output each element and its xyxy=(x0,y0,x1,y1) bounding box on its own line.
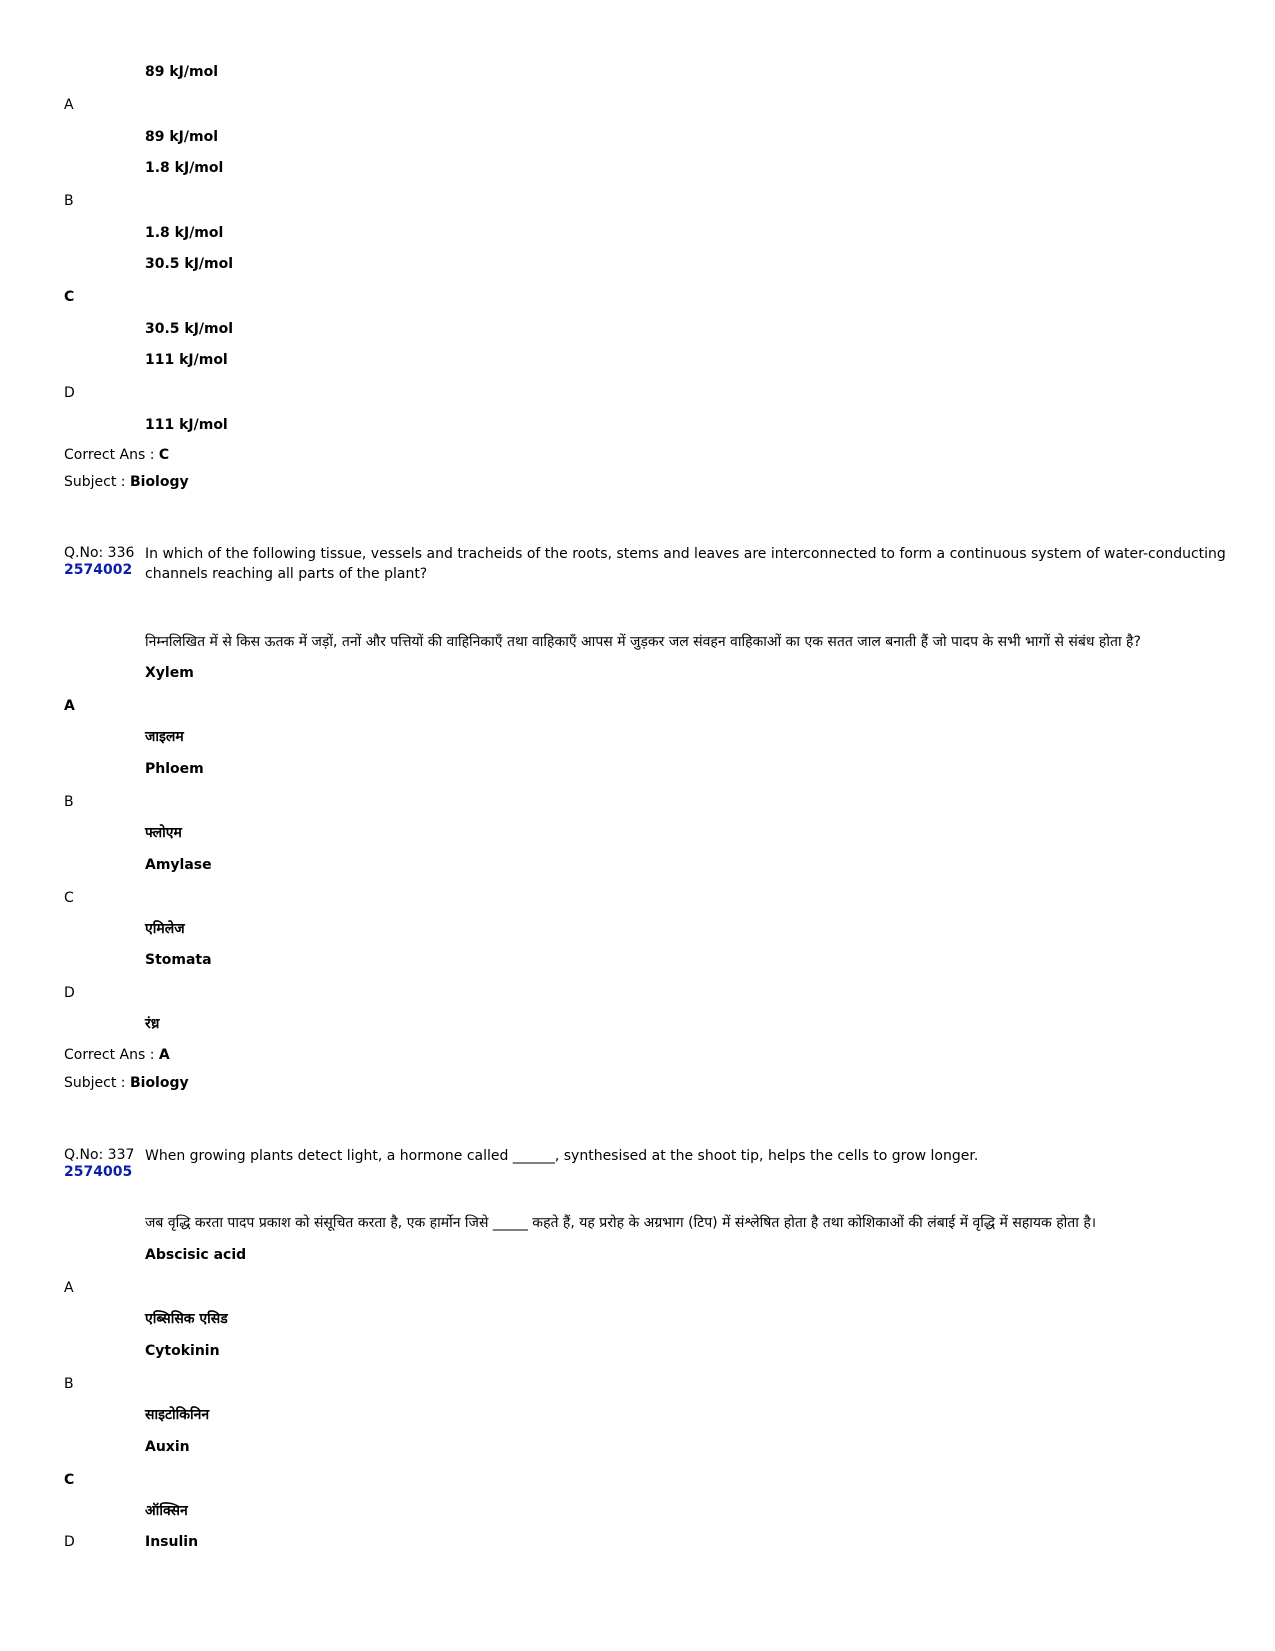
stem-answer: 89 kJ/mol xyxy=(145,64,218,80)
correct-answer xyxy=(64,1046,170,1064)
option-letter-c: C xyxy=(64,1472,75,1488)
option-letter-b: B xyxy=(64,794,74,810)
option-letter-a: A xyxy=(64,97,74,113)
option-d-text: Insulin xyxy=(145,1534,199,1550)
question-text-hi: जब वृद्धि करता पादप प्रकाश को संसूचित करता है, एक हार्मोन जिसे _____ कहते हैं, यह प्ररोह के अग्रभाग (टिप) में संश्लेषित होता है तथा कोशिकाओं की लंबाई में वृद्धि में सहायक होता है। xyxy=(145,1215,1097,1231)
option-d-text: 111 kJ/mol xyxy=(145,417,228,433)
option-c-alt-text: 111 kJ/mol xyxy=(145,352,228,368)
option-d-hindi: रंध्र xyxy=(145,1016,160,1032)
option-letter-d: D xyxy=(64,1534,75,1550)
subject xyxy=(64,473,189,491)
option-b-text: Phloem xyxy=(145,761,204,777)
option-a-hindi: जाइलम xyxy=(145,729,184,745)
option-letter-c: C xyxy=(64,289,75,305)
question-id: 2574005 xyxy=(64,1164,133,1180)
option-a-text: 89 kJ/mol xyxy=(145,129,218,145)
option-c-text: 30.5 kJ/mol xyxy=(145,321,234,337)
option-letter-c: C xyxy=(64,890,74,906)
option-a-alt-text: 1.8 kJ/mol xyxy=(145,160,224,176)
option-d-text: Stomata xyxy=(145,952,212,968)
option-b-hindi: फ्लोएम xyxy=(145,825,182,841)
subject-value: Biology xyxy=(129,474,189,490)
correct-answer-label: Correct Ans : xyxy=(64,447,155,463)
option-b-hindi: साइटोकिनिन xyxy=(145,1407,210,1423)
correct-answer xyxy=(64,446,169,464)
subject-label: Subject : xyxy=(64,474,126,490)
option-c-hindi: ऑक्सिन xyxy=(145,1503,188,1519)
correct-answer-value: A xyxy=(158,1047,170,1063)
question-text-en: When growing plants detect light, a hormone called ______, synthesised at the shoot tip, helps the cells to grow longer. xyxy=(145,1148,979,1164)
question-text-hi: निम्नलिखित में से किस ऊतक में जड़ों, तनों और पत्तियों की वाहिनिकाएँ तथा वाहिकाएँ आपस में जुड़कर जल संवहन वाहिकाओं का एक सतत जाल बनाती हैं जो पादप के सभी भागों से संबंध होता है? xyxy=(145,634,1141,650)
question-id: 2574002 xyxy=(64,562,133,578)
option-c-hindi: एमिलेज xyxy=(145,921,185,937)
correct-answer-value: C xyxy=(158,447,170,463)
subject-label: Subject : xyxy=(64,1075,126,1091)
option-letter-b: B xyxy=(64,1376,74,1392)
option-b-text: 1.8 kJ/mol xyxy=(145,225,224,241)
option-letter-a: A xyxy=(64,1280,74,1296)
option-a-text: Xylem xyxy=(145,665,194,681)
option-letter-d: D xyxy=(64,385,75,401)
question-number: Q.No: 337 xyxy=(64,1147,135,1163)
option-b-text: Cytokinin xyxy=(145,1343,220,1359)
option-letter-a: A xyxy=(64,698,75,714)
option-letter-d: D xyxy=(64,985,75,1001)
subject-value: Biology xyxy=(129,1075,189,1091)
option-a-hindi: एब्सिसिक एसिड xyxy=(145,1311,228,1327)
correct-answer-label: Correct Ans : xyxy=(64,1047,155,1063)
option-c-text: Amylase xyxy=(145,857,212,873)
question-text-en: In which of the following tissue, vessels and tracheids of the roots, stems and leaves are interconnected to form a continuous system of water-conducting channels reaching all parts of the plant? xyxy=(145,546,1226,582)
option-c-text: Auxin xyxy=(145,1439,190,1455)
question-number: Q.No: 336 xyxy=(64,545,135,561)
option-letter-b: B xyxy=(64,193,74,209)
option-b-alt-text: 30.5 kJ/mol xyxy=(145,256,234,272)
subject xyxy=(64,1074,189,1092)
option-a-text: Abscisic acid xyxy=(145,1247,247,1263)
